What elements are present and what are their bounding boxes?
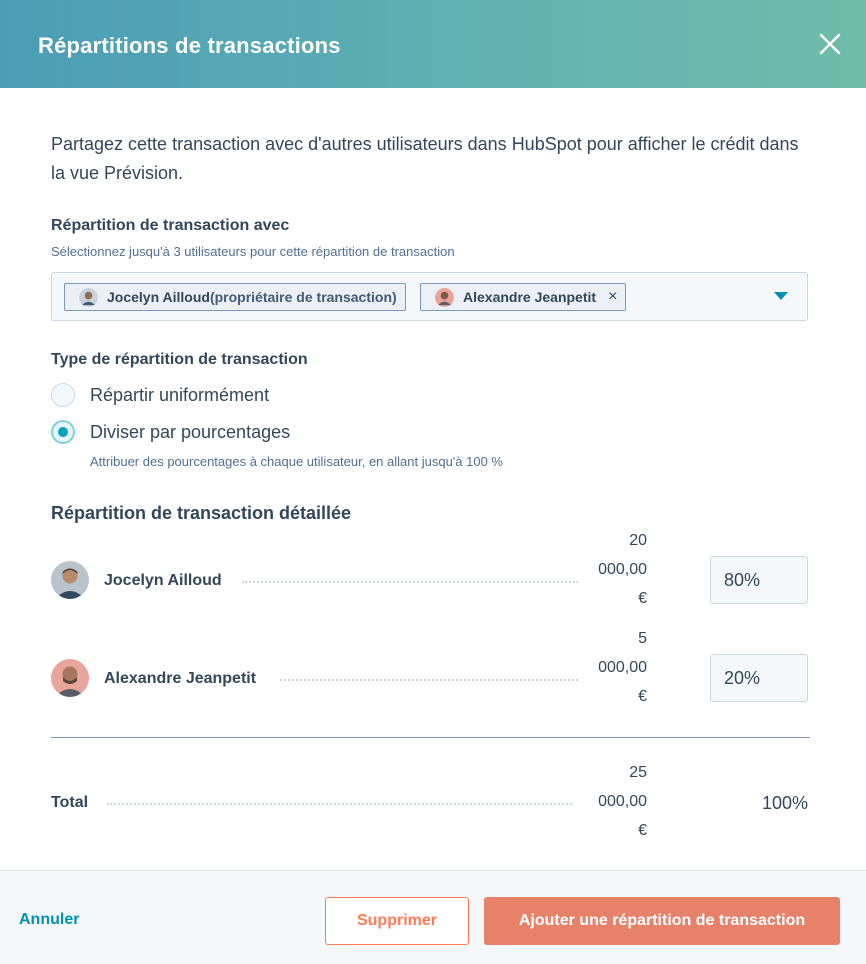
person-name: Jocelyn Ailloud	[104, 572, 222, 589]
delete-button[interactable]: Supprimer	[325, 897, 469, 945]
owner-note: (propriétaire de transaction)	[209, 289, 397, 305]
split-row	[51, 532, 811, 616]
add-split-button[interactable]: Ajouter une répartition de transaction	[484, 897, 840, 945]
percent-input[interactable]: 20%	[710, 654, 808, 702]
split-amount: 5 000,00 €	[598, 630, 647, 705]
chip-name: Alexandre Jeanpetit	[463, 289, 597, 305]
avatar	[435, 288, 454, 307]
leader-dots	[242, 581, 578, 583]
percent-input[interactable]: 80%	[710, 556, 808, 604]
radio-label: Répartir uniformément	[90, 384, 270, 405]
radio-label: Diviser par pourcentages	[90, 421, 291, 442]
users-select[interactable]	[51, 272, 808, 321]
avatar	[51, 659, 89, 697]
split-with-label: Répartition de transaction avec	[51, 217, 290, 234]
split-type-help: Attribuer des pourcentages à chaque utilisateur, en allant jusqu'à 100 %	[90, 454, 503, 469]
split-amount: 20 000,00 €	[598, 532, 647, 607]
modal-footer	[0, 870, 866, 964]
intro-text: Partagez cette transaction avec d'autres utilisateurs dans HubSpot pour afficher le crédit dans la vue Prévision.	[51, 134, 799, 183]
avatar	[79, 288, 98, 307]
close-icon[interactable]	[814, 28, 846, 60]
person-name: Alexandre Jeanpetit	[104, 670, 257, 687]
avatar	[51, 561, 89, 599]
cancel-button[interactable]: Annuler	[19, 911, 80, 928]
leader-dots	[280, 679, 578, 681]
radio-split-percent[interactable]	[51, 420, 290, 444]
radio-split-evenly[interactable]	[51, 383, 269, 407]
radio-button[interactable]	[51, 383, 75, 407]
user-chip-alexandre[interactable]	[420, 283, 626, 311]
chip-name: Jocelyn Ailloud	[107, 289, 210, 305]
chevron-down-icon[interactable]	[774, 292, 788, 300]
radio-button-selected[interactable]	[51, 420, 75, 444]
modal-title: Répartitions de transactions	[38, 33, 341, 58]
remove-chip-icon[interactable]: ×	[608, 288, 618, 305]
user-chip-jocelyn[interactable]	[64, 283, 406, 311]
leader-dots	[107, 803, 572, 805]
detailed-title: Répartition de transaction détaillée	[51, 503, 352, 523]
split-with-help: Sélectionnez jusqu'à 3 utilisateurs pour cette répartition de transaction	[51, 244, 455, 259]
modal-header	[0, 0, 866, 88]
total-amount: 25 000,00 €	[598, 764, 647, 839]
total-label: Total	[51, 794, 89, 811]
split-row	[51, 630, 811, 714]
total-percent: 100%	[761, 793, 808, 813]
split-type-label: Type de répartition de transaction	[51, 351, 308, 368]
divider	[51, 737, 810, 738]
total-row	[51, 760, 811, 840]
modal-body	[0, 88, 866, 870]
